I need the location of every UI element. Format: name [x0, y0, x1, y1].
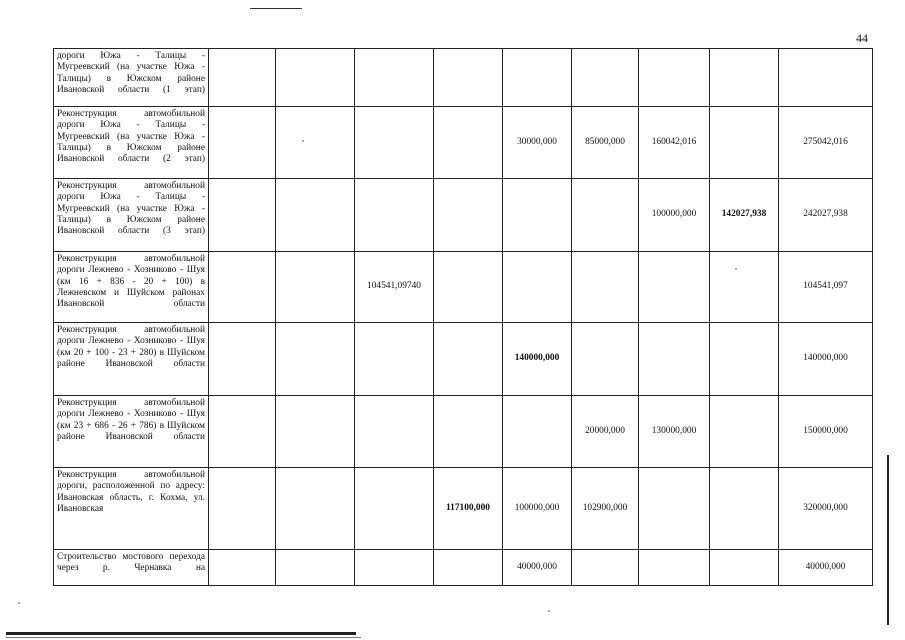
cell-total: 140000,000: [779, 323, 873, 396]
cell-value: [276, 468, 355, 550]
cell-value: 40000,000: [503, 550, 572, 586]
cell-value: [572, 550, 639, 586]
cell-value: [572, 179, 639, 252]
cell-value: 160042,016: [639, 107, 710, 179]
table-row: [54, 107, 873, 179]
cell-value: 85000,000: [572, 107, 639, 179]
cell-total: [779, 49, 873, 107]
cell-value: [639, 550, 710, 586]
scan-speck: [735, 268, 737, 270]
cell-value: [276, 252, 355, 323]
cell-value: [639, 49, 710, 107]
table-row: [54, 550, 873, 586]
scan-speck: [18, 602, 20, 604]
cell-value: 30000,000: [503, 107, 572, 179]
cell-total: 320000,000: [779, 468, 873, 550]
cell-value: [710, 396, 779, 468]
cell-value: [276, 107, 355, 179]
table-row: [54, 179, 873, 252]
scan-edge-line: [887, 455, 889, 625]
cell-value: [710, 323, 779, 396]
cell-value: 142027,938: [710, 179, 779, 252]
table-row: [54, 396, 873, 468]
cell-value: [572, 49, 639, 107]
cell-total: 275042,016: [779, 107, 873, 179]
cell-total: 104541,097: [779, 252, 873, 323]
cell-value: [209, 107, 276, 179]
cell-value: [503, 396, 572, 468]
cell-value: [503, 252, 572, 323]
cell-total: 242027,938: [779, 179, 873, 252]
cell-value: [710, 550, 779, 586]
cell-value: [639, 468, 710, 550]
cell-value: [434, 396, 503, 468]
cell-value: [639, 323, 710, 396]
cell-value: [209, 252, 276, 323]
cell-value: [355, 323, 434, 396]
cell-value: 100000,000: [639, 179, 710, 252]
cell-value: [710, 252, 779, 323]
budget-table: [53, 48, 873, 586]
cell-value: [434, 550, 503, 586]
cell-value: [355, 550, 434, 586]
cell-value: [434, 49, 503, 107]
cell-value: [209, 49, 276, 107]
cell-total: 150000,000: [779, 396, 873, 468]
cell-value: [355, 468, 434, 550]
cell-value: [434, 323, 503, 396]
row-description: Строительство мостового перехода через р. Чернавка на: [54, 550, 209, 586]
cell-value: [434, 252, 503, 323]
cell-value: 104541,09740: [355, 252, 434, 323]
table-row: [54, 252, 873, 323]
cell-value: [209, 396, 276, 468]
cell-value: [434, 179, 503, 252]
cell-value: [355, 107, 434, 179]
top-scan-mark: [250, 8, 302, 9]
cell-value: [639, 252, 710, 323]
scan-bottom-bar: [6, 632, 356, 635]
cell-value: [209, 323, 276, 396]
row-description: Реконструкция автомобильной дороги Лежнево - Хозниково - Шуя (км 20 + 100 - 23 + 280) в Шуйском районе Ивановской области: [54, 323, 209, 396]
table-row: [54, 49, 873, 107]
row-description: Реконструкция автомобильной дороги Южа - Талицы - Мугреевский (на участке Южа - Талицы) в Южском районе Ивановской области (3 этап): [54, 179, 209, 252]
scan-speck: [548, 610, 550, 612]
cell-value: [209, 179, 276, 252]
cell-value: [276, 323, 355, 396]
cell-value: [276, 550, 355, 586]
cell-value: 20000,000: [572, 396, 639, 468]
cell-value: [710, 49, 779, 107]
cell-value: [276, 179, 355, 252]
row-description: Реконструкция автомобильной дороги Южа - Талицы - Мугреевский (на участке Южа - Талицы) в Южском районе Ивановской области (2 этап): [54, 107, 209, 179]
cell-value: [434, 107, 503, 179]
cell-value: [503, 49, 572, 107]
table-row: [54, 323, 873, 396]
page-number: 44: [856, 31, 868, 45]
cell-value: [355, 179, 434, 252]
cell-value: [209, 550, 276, 586]
cell-total: 40000,000: [779, 550, 873, 586]
table-row: [54, 468, 873, 550]
cell-value: [355, 396, 434, 468]
row-description: Реконструкция автомобильной дороги Лежнево - Хозниково - Шуя (км 16 + 836 - 20 + 100) в Лежневском и Шуйском районах Ивановской области: [54, 252, 209, 323]
cell-value: [710, 107, 779, 179]
cell-value: [710, 468, 779, 550]
row-description: Реконструкция автомобильной дороги, расположенной по адресу: Ивановская область, г. Кохма, ул. Ивановская: [54, 468, 209, 550]
cell-value: 102900,000: [572, 468, 639, 550]
cell-value: [572, 252, 639, 323]
cell-value: 117100,000: [434, 468, 503, 550]
cell-value: [503, 179, 572, 252]
cell-value: [209, 468, 276, 550]
scan-speck: [302, 140, 304, 142]
cell-value: 100000,000: [503, 468, 572, 550]
cell-value: [355, 49, 434, 107]
cell-value: [572, 323, 639, 396]
cell-value: 140000,000: [503, 323, 572, 396]
scan-bottom-line: [6, 637, 361, 638]
cell-value: 130000,000: [639, 396, 710, 468]
row-description: Реконструкция автомобильной дороги Лежнево - Хозниково - Шуя (км 23 + 686 - 26 + 786) в Шуйском районе Ивановской области: [54, 396, 209, 468]
row-description: дороги Южа - Талицы - Мугреевский (на участке Южа - Талицы) в Южском районе Ивановской области (1 этап): [54, 49, 209, 107]
cell-value: [276, 396, 355, 468]
cell-value: [276, 49, 355, 107]
